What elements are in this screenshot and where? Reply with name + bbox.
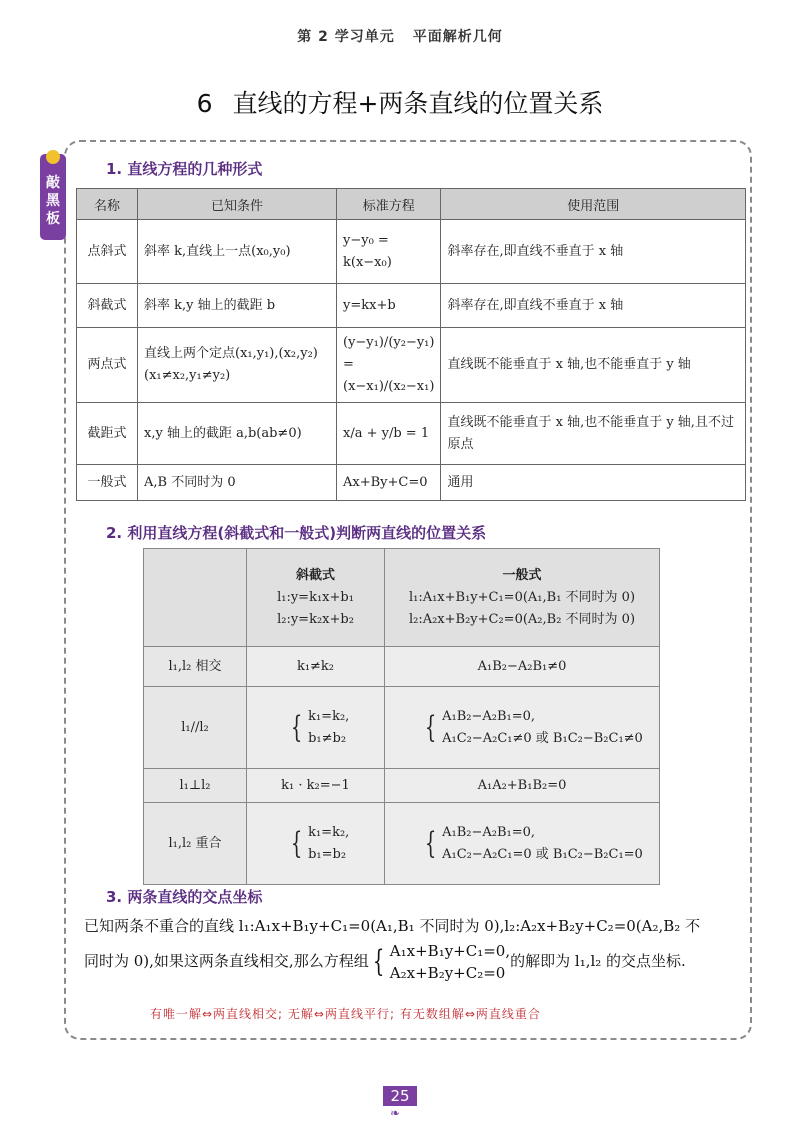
general-condition: A₁A₂+B₁B₂=0	[385, 769, 660, 803]
form-equation: (y−y₁)/(y₂−y₁) = (x−x₁)/(x₂−x₁)	[337, 328, 441, 403]
form-equation: Ax+By+C=0	[337, 465, 441, 501]
general-form-header	[385, 549, 660, 647]
intersection-text	[84, 908, 750, 984]
form-name: 两点式	[77, 328, 138, 403]
slope-condition: k₁≠k₂	[247, 647, 385, 687]
brace-icon: {	[290, 825, 303, 861]
corner-cell	[144, 549, 247, 647]
line-forms-table	[76, 188, 746, 501]
header-cell: 标准方程	[337, 189, 441, 220]
page-header	[0, 26, 800, 46]
system-eq: A₁x+B₁y+C₁=0,	[389, 942, 511, 960]
badge-dot-icon	[46, 150, 60, 164]
form-condition: 斜率 k,直线上一点(x₀,y₀)	[138, 220, 337, 284]
title-text: 直线的方程+两条直线的位置关系	[232, 89, 604, 118]
general-condition: A₁B₂−A₂B₁≠0	[385, 647, 660, 687]
slope-line: b₁=b₂	[308, 846, 347, 862]
form-range: 直线既不能垂直于 x 轴,也不能垂直于 y 轴,且不过原点	[441, 403, 746, 465]
table-row	[144, 687, 660, 769]
table-header-row	[144, 549, 660, 647]
relation-table	[143, 548, 660, 885]
relation-label: l₁,l₂ 相交	[144, 647, 247, 687]
page-title	[0, 84, 800, 120]
relation-label: l₁⊥l₂	[144, 769, 247, 803]
form-condition: 直线上两个定点(x₁,y₁),(x₂,y₂)(x₁≠x₂,y₁≠y₂)	[138, 328, 337, 403]
table-row	[77, 403, 746, 465]
section-3-title: 3. 两条直线的交点坐标	[106, 888, 263, 906]
form-equation: y=kx+b	[337, 284, 441, 328]
form-name: 截距式	[77, 403, 138, 465]
badge-char: 板	[46, 211, 60, 227]
blackboard-badge	[40, 154, 66, 240]
general-line: A₁B₂−A₂B₁=0,	[442, 824, 536, 840]
section-1-title: 1. 直线方程的几种形式	[106, 160, 263, 178]
table-row	[144, 803, 660, 885]
brace-icon: {	[424, 709, 437, 745]
badge-char: 敲	[46, 175, 60, 191]
relation-label: l₁,l₂ 重合	[144, 803, 247, 885]
slope-condition	[247, 803, 385, 885]
header-cell: 已知条件	[138, 189, 337, 220]
general-form-l1: l₁:A₁x+B₁y+C₁=0(A₁,B₁ 不同时为 0)	[408, 589, 636, 605]
brace-icon: {	[290, 709, 303, 745]
badge-char: 黑	[46, 193, 60, 209]
form-range: 直线既不能垂直于 x 轴,也不能垂直于 y 轴	[441, 328, 746, 403]
table-row	[144, 647, 660, 687]
general-form-l2: l₂:A₂x+B₂y+C₂=0(A₂,B₂ 不同时为 0)	[408, 611, 636, 627]
unit-label: 第 2 学习单元	[297, 29, 395, 45]
form-equation: x/a + y/b = 1	[337, 403, 441, 465]
general-line: A₁B₂−A₂B₁=0,	[442, 708, 536, 724]
table-header-row	[77, 189, 746, 220]
slope-form-l2: l₂:y=k₂x+b₂	[277, 611, 354, 627]
form-equation: y−y₀ = k(x−x₀)	[337, 220, 441, 284]
form-name: 点斜式	[77, 220, 138, 284]
handwritten-note: 有唯一解⇔两直线相交; 无解⇔两直线平行; 有无数组解⇔两直线重合	[150, 1007, 541, 1021]
bird-icon: ❧	[390, 1106, 401, 1120]
form-range: 通用	[441, 465, 746, 501]
system-eq: A₂x+B₂y+C₂=0	[389, 964, 506, 982]
slope-line: k₁=k₂,	[308, 708, 350, 724]
form-name: 斜截式	[77, 284, 138, 328]
relation-label: l₁//l₂	[144, 687, 247, 769]
table-row	[77, 284, 746, 328]
header-cell: 使用范围	[441, 189, 746, 220]
table-row	[77, 328, 746, 403]
slope-form-header	[247, 549, 385, 647]
table-row	[77, 465, 746, 501]
brace-icon: {	[424, 825, 437, 861]
slope-condition	[247, 687, 385, 769]
intersection-line-2	[84, 940, 750, 984]
general-form-title: 一般式	[502, 567, 542, 583]
form-condition: x,y 轴上的截距 a,b(ab≠0)	[138, 403, 337, 465]
slope-form-l1: l₁:y=k₁x+b₁	[277, 589, 354, 605]
slope-condition: k₁ · k₂=−1	[247, 769, 385, 803]
general-line: A₁C₂−A₂C₁≠0 或 B₁C₂−B₂C₁≠0	[442, 730, 643, 746]
intersection-lead: 同时为 0),如果这两条直线相交,那么方程组	[84, 952, 369, 970]
form-name: 一般式	[77, 465, 138, 501]
general-condition	[385, 687, 660, 769]
table-row	[77, 220, 746, 284]
section-2-title: 2. 利用直线方程(斜截式和一般式)判断两直线的位置关系	[106, 524, 487, 542]
slope-line: k₁=k₂,	[308, 824, 350, 840]
slope-form-title: 斜截式	[295, 567, 335, 583]
form-range: 斜率存在,即直线不垂直于 x 轴	[441, 220, 746, 284]
general-condition	[385, 803, 660, 885]
table-row	[144, 769, 660, 803]
intersection-tail: 的解即为 l₁,l₂ 的交点坐标.	[510, 952, 686, 970]
form-condition: A,B 不同时为 0	[138, 465, 337, 501]
slope-line: b₁≠b₂	[308, 730, 347, 746]
brace-icon: {	[372, 944, 384, 979]
title-number: 6	[196, 89, 213, 118]
page-number: 25	[383, 1086, 417, 1106]
general-line: A₁C₂−A₂C₁=0 或 B₁C₂−B₂C₁=0	[442, 846, 643, 862]
topic-label: 平面解析几何	[412, 29, 503, 45]
form-range: 斜率存在,即直线不垂直于 x 轴	[441, 284, 746, 328]
intersection-line-1: 已知两条不重合的直线 l₁:A₁x+B₁y+C₁=0(A₁,B₁ 不同时为 0),l₂:A₂x+B₂y+C₂=0(A₂,B₂ 不	[84, 917, 701, 935]
header-cell: 名称	[77, 189, 138, 220]
form-condition: 斜率 k,y 轴上的截距 b	[138, 284, 337, 328]
